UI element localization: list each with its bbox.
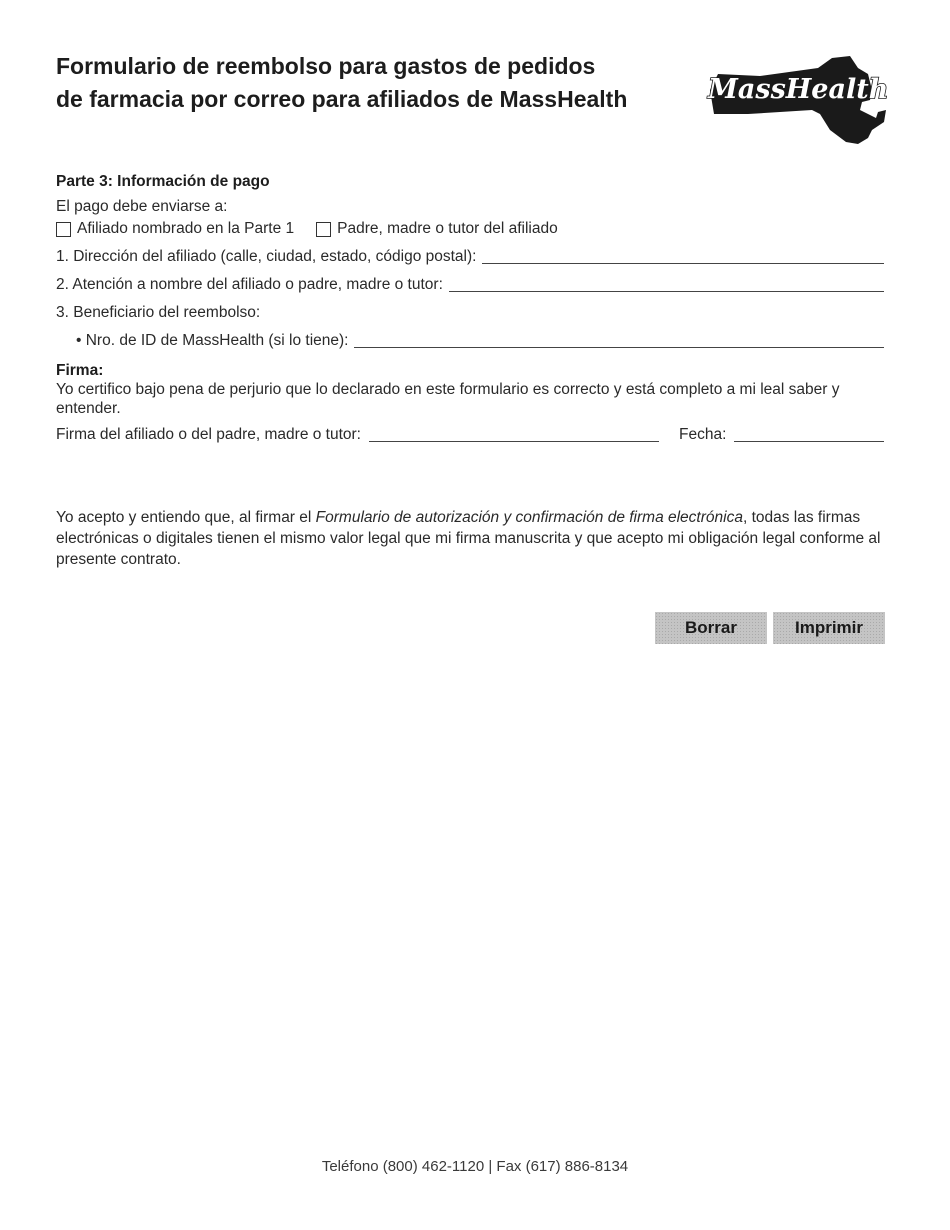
address-field-row <box>56 248 884 266</box>
id-label: • Nro. de ID de MassHealth (si lo tiene): <box>76 332 349 349</box>
masshealth-logo <box>700 52 890 152</box>
id-field-row <box>76 332 884 350</box>
consent-text-start: Yo acepto y entiendo que, al firmar el <box>56 509 316 526</box>
title-line-2: de farmacia por correo para afiliados de MassHealth <box>56 86 628 112</box>
form-title <box>56 50 696 116</box>
guardian-option-label: Padre, madre o tutor del afiliado <box>337 220 558 237</box>
address-label: 1. Dirección del afiliado (calle, ciudad, estado, código postal): <box>56 248 477 265</box>
attention-label: 2. Atención a nombre del afiliado o padre, madre o tutor: <box>56 276 443 293</box>
member-option-label: Afiliado nombrado en la Parte 1 <box>77 220 295 237</box>
consent-text <box>56 507 896 570</box>
date-label: Fecha: <box>679 426 727 443</box>
attention-input[interactable] <box>449 277 884 292</box>
id-input[interactable] <box>354 333 884 348</box>
part3-heading: Parte 3: Información de pago <box>56 173 270 190</box>
payee-options <box>56 220 558 238</box>
certification-text: Yo certifico bajo pena de perjurio que lo declarado en este formulario es correcto y está completo a mi leal saber y entender. <box>56 381 840 417</box>
payment-to-label: El pago debe enviarse a: <box>56 198 228 215</box>
attention-field-row <box>56 276 884 294</box>
form-actions <box>655 612 885 644</box>
logo-wordmark: MassHealth <box>708 74 889 105</box>
title-line-1: Formulario de reembolso para gastos de pedidos <box>56 53 596 79</box>
option-member[interactable] <box>56 220 294 238</box>
clear-button[interactable]: Borrar <box>655 612 767 644</box>
consent-form-name: Formulario de autorización y confirmación de firma electrónica <box>315 509 743 526</box>
date-input[interactable] <box>734 427 884 442</box>
print-button[interactable]: Imprimir <box>773 612 885 644</box>
beneficiary-label: 3. Beneficiario del reembolso: <box>56 304 261 321</box>
member-checkbox[interactable] <box>56 222 71 237</box>
address-input[interactable] <box>482 249 884 264</box>
signature-input[interactable] <box>369 427 659 442</box>
signature-row <box>56 426 884 444</box>
signer-label: Firma del afiliado o del padre, madre o tutor: <box>56 426 361 443</box>
consent-text-end: , todas las firmas electrónicas o digitales tienen el mismo valor legal que mi firma manuscrita y que acepto mi obligación legal conforme al presente contrato. <box>56 509 881 568</box>
signature-heading: Firma: <box>56 362 104 379</box>
footer-contact: Teléfono (800) 462-1120 | Fax (617) 886-8134 <box>321 1158 629 1175</box>
guardian-checkbox[interactable] <box>316 222 331 237</box>
option-guardian[interactable] <box>316 220 558 238</box>
